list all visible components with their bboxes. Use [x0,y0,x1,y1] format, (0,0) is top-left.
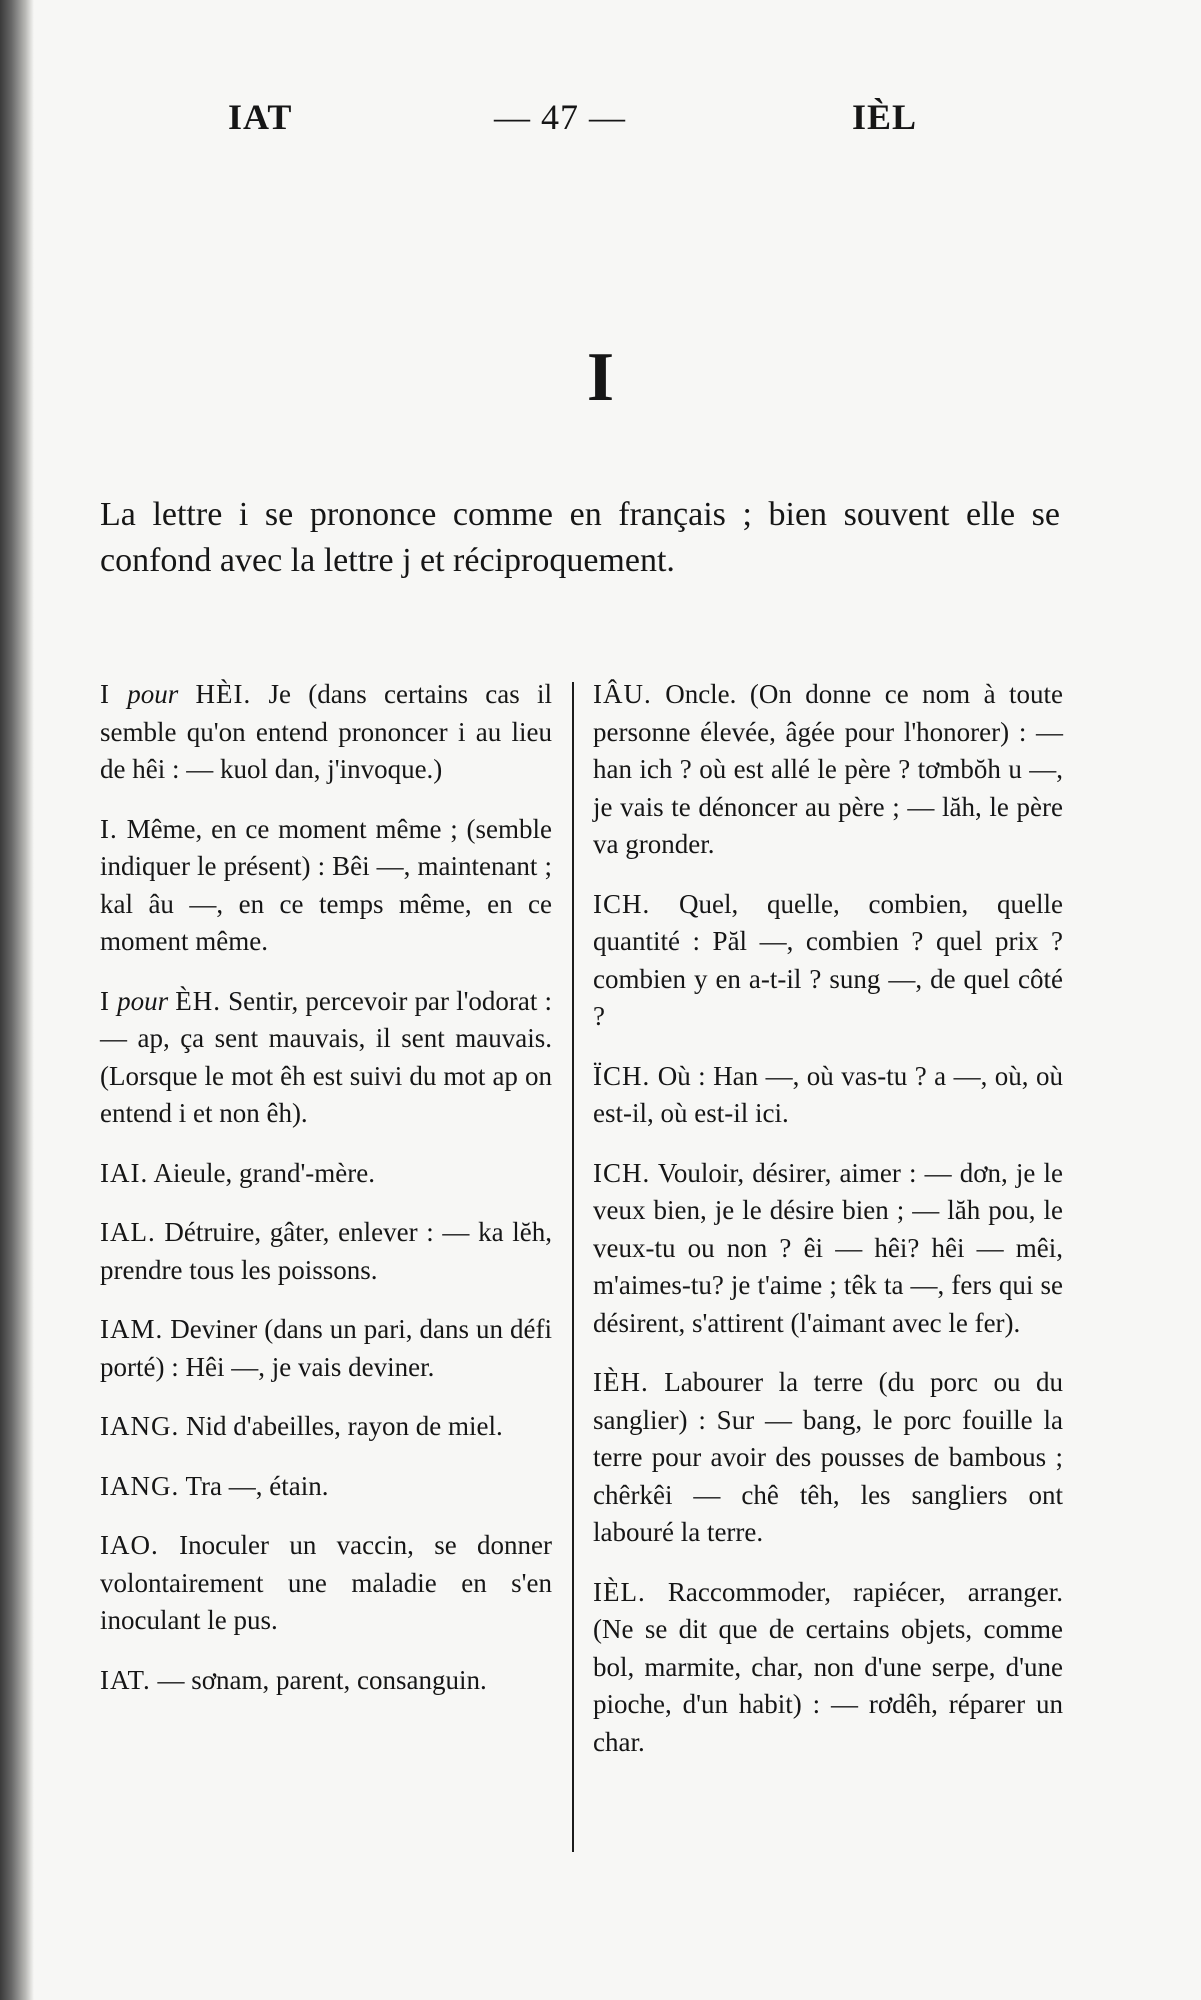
entry-definition: Où : Han —, où vas-tu ? a —, où, où est-il, où est-il ici. [593,1060,1064,1128]
entry-headword: IANG. [100,1470,180,1501]
running-head-left: IAT [228,97,293,137]
entry-definition: Je (dans certains cas il semble qu'on entend prononcer i au lieu de hêi : — kuol dan, j'invoque.) [100,679,553,784]
dictionary-entry [100,1311,552,1386]
dictionary-entry [593,1155,1063,1343]
book-spine-shadow [0,0,34,2000]
dictionary-entry [593,676,1063,864]
dictionary-entry [593,1364,1063,1552]
dictionary-entry [593,1574,1063,1762]
dictionary-entry [100,1214,552,1289]
entry-headword: ICH. [593,1157,651,1188]
dictionary-entry [100,1527,552,1640]
dictionary-entry [100,1468,552,1506]
running-head-right: IÈL [852,97,918,137]
entry-definition: Raccommoder, rapiécer, arranger. (Ne se dit que de certains objets, comme bol, marmite, char, non d'une serpe, d'une pioche, d'un habit) : — rơdêh, réparer un char. [593,1576,1063,1757]
entry-headword-target: ÈH. [175,985,222,1016]
entry-definition: Vouloir, désirer, aimer : — dơn, je le veux bien, je le désire bien ; — lăh pou, le veux-tu ou non ? êi — hêi? hêi — mêi, m'aimes-tu? je t'aime ; têk ta —, fers qui se désirent, s'attirent (l'aimant avec le fer). [593,1157,1063,1338]
entry-definition: Aieule, grand'-mère. [153,1157,376,1188]
entry-headword: IAI. [100,1157,149,1188]
entry-headword: IAM. [100,1314,164,1344]
right-column [593,676,1063,1783]
entry-headword-target: HÈI. [195,679,252,709]
entry-headword: IÈL. [593,1576,646,1607]
intro-paragraph: La lettre i se prononce comme en français ; bien souvent elle se confond avec la lettre j et réciproquement. [100,496,1060,579]
dictionary-entry [100,983,552,1133]
entry-definition: Deviner (dans un pari, dans un défi porté) : Hêi —, je vais deviner. [100,1314,552,1382]
entry-definition: Détruire, gâter, enlever : — ka lĕh, prendre tous les poissons. [100,1217,553,1285]
dictionary-entry [593,886,1063,1036]
left-column [100,676,552,1721]
dictionary-entry [100,1662,552,1700]
dictionary-entry [100,811,552,961]
entry-definition: Inoculer un vaccin, se donner volontairement une maladie en s'en inoculant le pus. [100,1530,552,1635]
entry-definition: — sơnam, parent, consanguin. [157,1664,487,1695]
dictionary-entry [593,1058,1063,1133]
dictionary-entry [100,676,552,789]
dictionary-entry [100,1408,552,1446]
page-number: — 47 — [494,97,626,137]
entry-note: pour [117,985,169,1016]
entry-definition: Même, en ce moment même ; (semble indiquer le présent) : Bêi —, maintenant ; kal âu —, en ce temps même, en ce moment même. [100,813,553,956]
dictionary-entry [100,1155,552,1193]
entry-definition: Labourer la terre (du porc ou du sanglier) : Sur — bang, le porc fouille la terre pour avoir des pousses de bambous ; chêrkêi — chê têh, les sangliers ont labouré la terre. [593,1367,1064,1547]
entry-headword: IANG. [100,1411,180,1441]
entry-headword: IAO. [100,1530,159,1560]
column-divider [572,682,574,1852]
entry-definition: Quel, quelle, combien, quelle quantité : Păl —, combien ? quel prix ? combien y en a-t-il ? sung —, de quel côté ? [593,888,1063,1031]
entry-headword: IÈH. [593,1367,649,1397]
entry-headword: IAT. [100,1664,151,1695]
entry-note: pour [127,679,179,709]
entry-headword: ÏCH. [593,1060,651,1091]
entry-headword: I. [100,813,118,844]
entry-headword: ICH. [593,888,651,919]
section-letter: I [586,339,615,416]
entry-headword: IAL. [100,1217,156,1247]
entry-definition: Oncle. (On donne ce nom à toute personne élevée, âgée pour l'honorer) : — han ich ? où est allé le père ? tơmbŏh u —, je vais te dénoncer au père ; — lăh, le père va gronder. [593,679,1063,859]
entry-headword: I [100,985,110,1016]
entry-headword: IÂU. [593,679,652,709]
entry-definition: Nid d'abeilles, rayon de miel. [186,1411,503,1441]
entry-definition: Sentir, percevoir par l'odorat : — ap, ça sent mauvais, il sent mauvais. (Lorsque le mot êh est suivi du mot ap on entend i et non êh). [100,985,553,1128]
entry-headword: I [100,679,110,709]
entry-definition: Tra —, étain. [185,1470,329,1501]
